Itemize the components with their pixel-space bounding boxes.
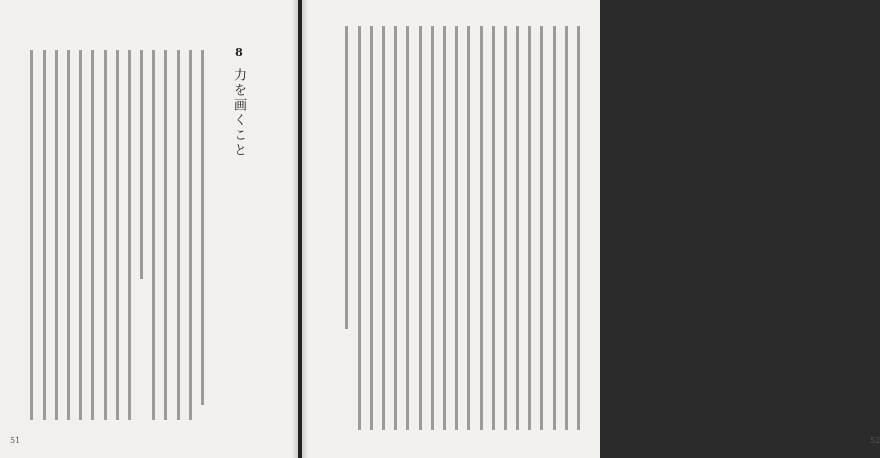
text-column [551,26,558,430]
text-column [150,50,157,420]
text-column [89,50,96,420]
text-column [478,26,485,430]
text-column [187,50,194,420]
text-column [126,50,133,420]
book-gutter [292,0,308,458]
chapter-number: 8 [235,46,243,59]
text-column [502,26,509,430]
text-column [41,50,48,420]
text-column [199,50,206,420]
text-column [175,50,182,420]
text-column [465,26,472,430]
text-column [453,26,460,430]
chapter-title: 力を画くこと [231,68,246,158]
text-column [28,50,35,420]
text-column [380,26,387,430]
text-column [343,26,350,430]
text-column [490,26,497,430]
text-column [429,26,436,430]
right-body-text [340,26,582,430]
text-column [441,26,448,430]
text-column [563,26,570,430]
text-column [526,26,533,430]
page-number-left: 51 [10,436,21,445]
text-column [138,50,145,420]
text-column [392,26,399,430]
text-column [102,50,109,420]
text-column [368,26,375,430]
text-column [114,50,121,420]
text-column [53,50,60,420]
text-column [514,26,521,430]
text-column [404,26,411,430]
text-column [162,50,169,420]
left-body-text [20,50,206,420]
text-column [538,26,545,430]
page-number-right: 52 [870,436,880,445]
text-column [356,26,363,430]
text-column [77,50,84,420]
left-page [0,0,298,458]
text-column [65,50,72,420]
text-column [417,26,424,430]
text-column [575,26,582,430]
